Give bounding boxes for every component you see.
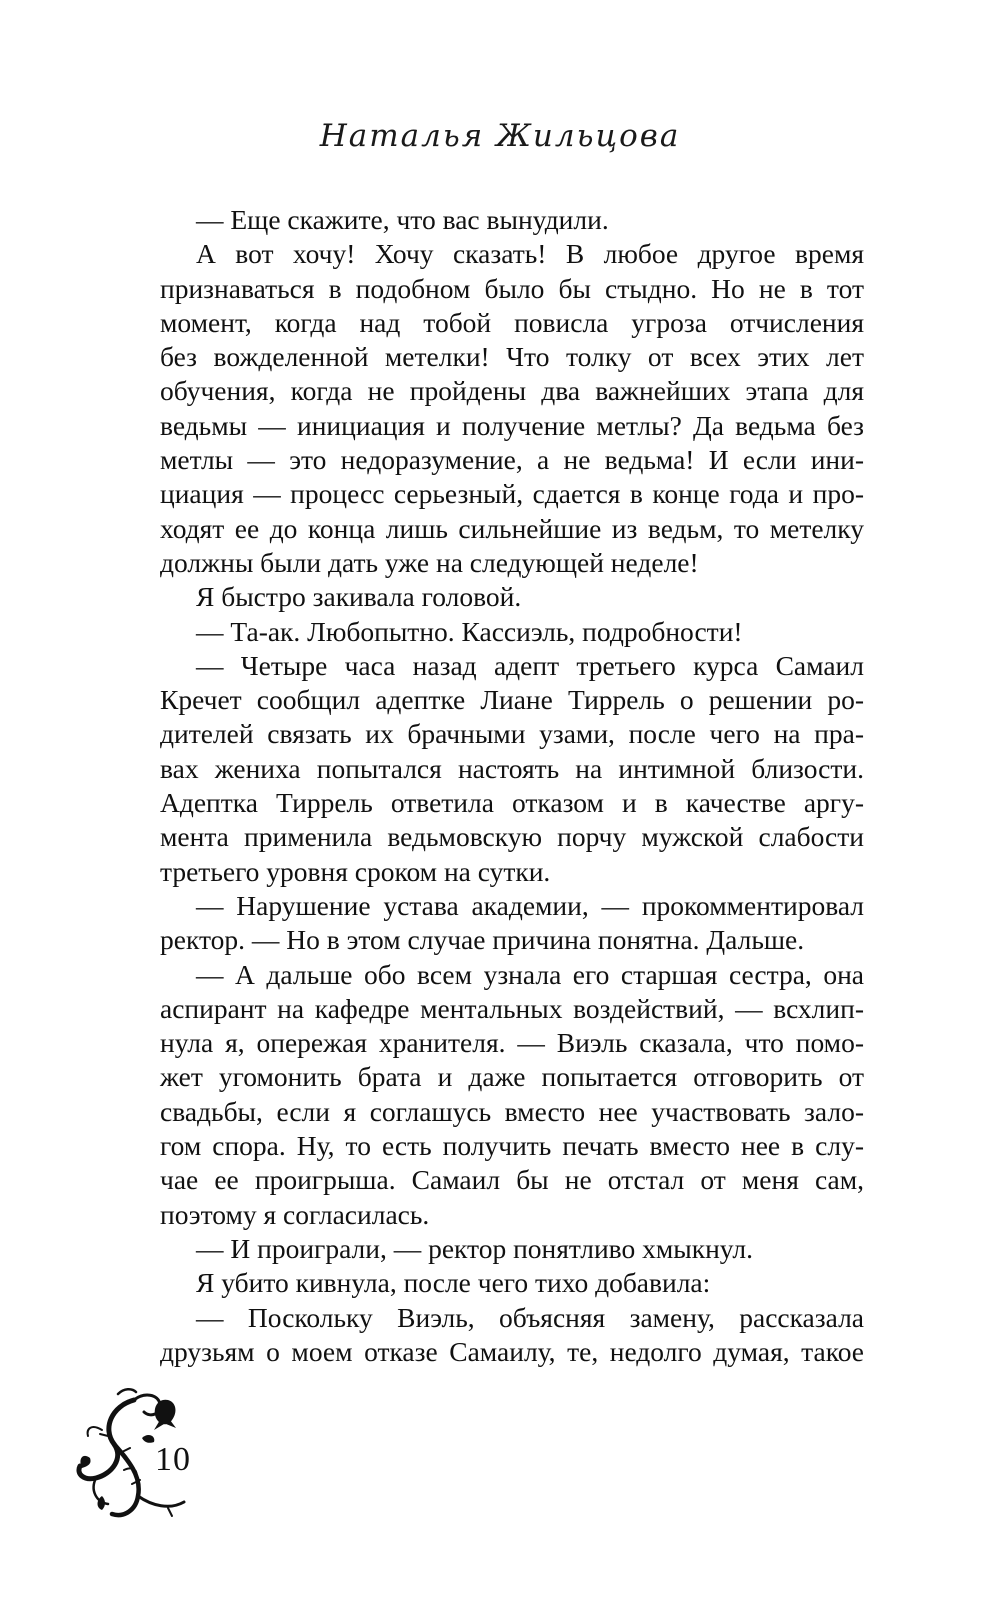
text-line: друзьям о моем отказе Самаилу, те, недолго думая, такое (160, 1335, 864, 1367)
text-line: циация — процесс серьезный, сдается в конце года и про- (160, 478, 864, 510)
text-line: мента применила ведьмовскую порчу мужской слабости (160, 821, 864, 853)
text-line: ходят ее до конца лишь сильнейшие из ведьм, то метелку (160, 512, 864, 544)
text-line: нула я, опережая хранителя. — Виэль сказала, что помо- (160, 1027, 864, 1059)
text-line: — Нарушение устава академии, — прокомментировал (196, 889, 864, 921)
running-head-author: Наталья Жильцова (319, 118, 681, 154)
text-line: Кречет сообщил адептке Лиане Тиррель о решении ро- (160, 684, 864, 716)
rose-vine-ornament (72, 1378, 222, 1528)
text-line: дителей связать их брачными узами, после чего на пра- (160, 718, 864, 750)
text-line: Адептка Тиррель ответила отказом и в качестве аргу- (160, 787, 864, 819)
text-line: ведьмы — инициация и получение метлы? Да ведьма без (160, 409, 864, 441)
text-line: чае ее проигрыша. Самаил бы не отстал от меня сам, (160, 1164, 864, 1196)
text-line: свадьбы, если я соглашусь вместо нее участвовать зало- (160, 1095, 864, 1127)
text-line: жет угомонить брата и даже попытается отговорить от (160, 1061, 864, 1093)
text-line: аспирант на кафедре ментальных воздействий, — всхлип- (160, 992, 864, 1024)
text-line: — Четыре часа назад адепт третьего курса Самаил (196, 649, 864, 681)
text-line: гом спора. Ну, то есть получить печать вместо нее в слу- (160, 1130, 864, 1162)
text-line: признаваться в подобном было бы стыдно. Но не в тот (160, 272, 864, 304)
text-line: третьего уровня сроком на сутки. (160, 855, 551, 887)
text-line: — А дальше обо всем узнала его старшая сестра, она (196, 958, 864, 990)
body-text (160, 203, 864, 1369)
text-line: — Еще скажите, что вас вынудили. (196, 204, 609, 235)
text-line: вах жениха попытался настоять на интимной близости. (160, 752, 864, 784)
text-line: — И проиграли, — ректор понятливо хмыкнул. (196, 1232, 753, 1264)
text-line: должны были дать уже на следующей неделе! (160, 546, 699, 578)
text-line: метлы — это недоразумение, а не ведьма! И если ини- (160, 444, 864, 476)
text-line: Я быстро закивала головой. (196, 581, 522, 613)
text-line: обучения, когда не пройдены два важнейших этапа для (160, 375, 864, 407)
text-line: без вожделенной метелки! Что толку от всех этих лет (160, 341, 864, 373)
text-line: ректор. — Но в этом случае причина понятна. Дальше. (160, 924, 805, 956)
text-line: Я убито кивнула, после чего тихо добавила: (196, 1267, 711, 1299)
text-line: поэтому я согласилась. (160, 1198, 430, 1230)
page-number: 10 (155, 1441, 191, 1478)
text-line: А вот хочу! Хочу сказать! В любое другое время (196, 238, 864, 270)
text-line: — Та-ак. Любопытно. Кассиэль, подробности! (196, 615, 743, 647)
text-line: момент, когда над тобой повисла угроза отчисления (160, 306, 864, 338)
text-line: — Поскольку Виэль, объясняя замену, рассказала (196, 1301, 864, 1333)
